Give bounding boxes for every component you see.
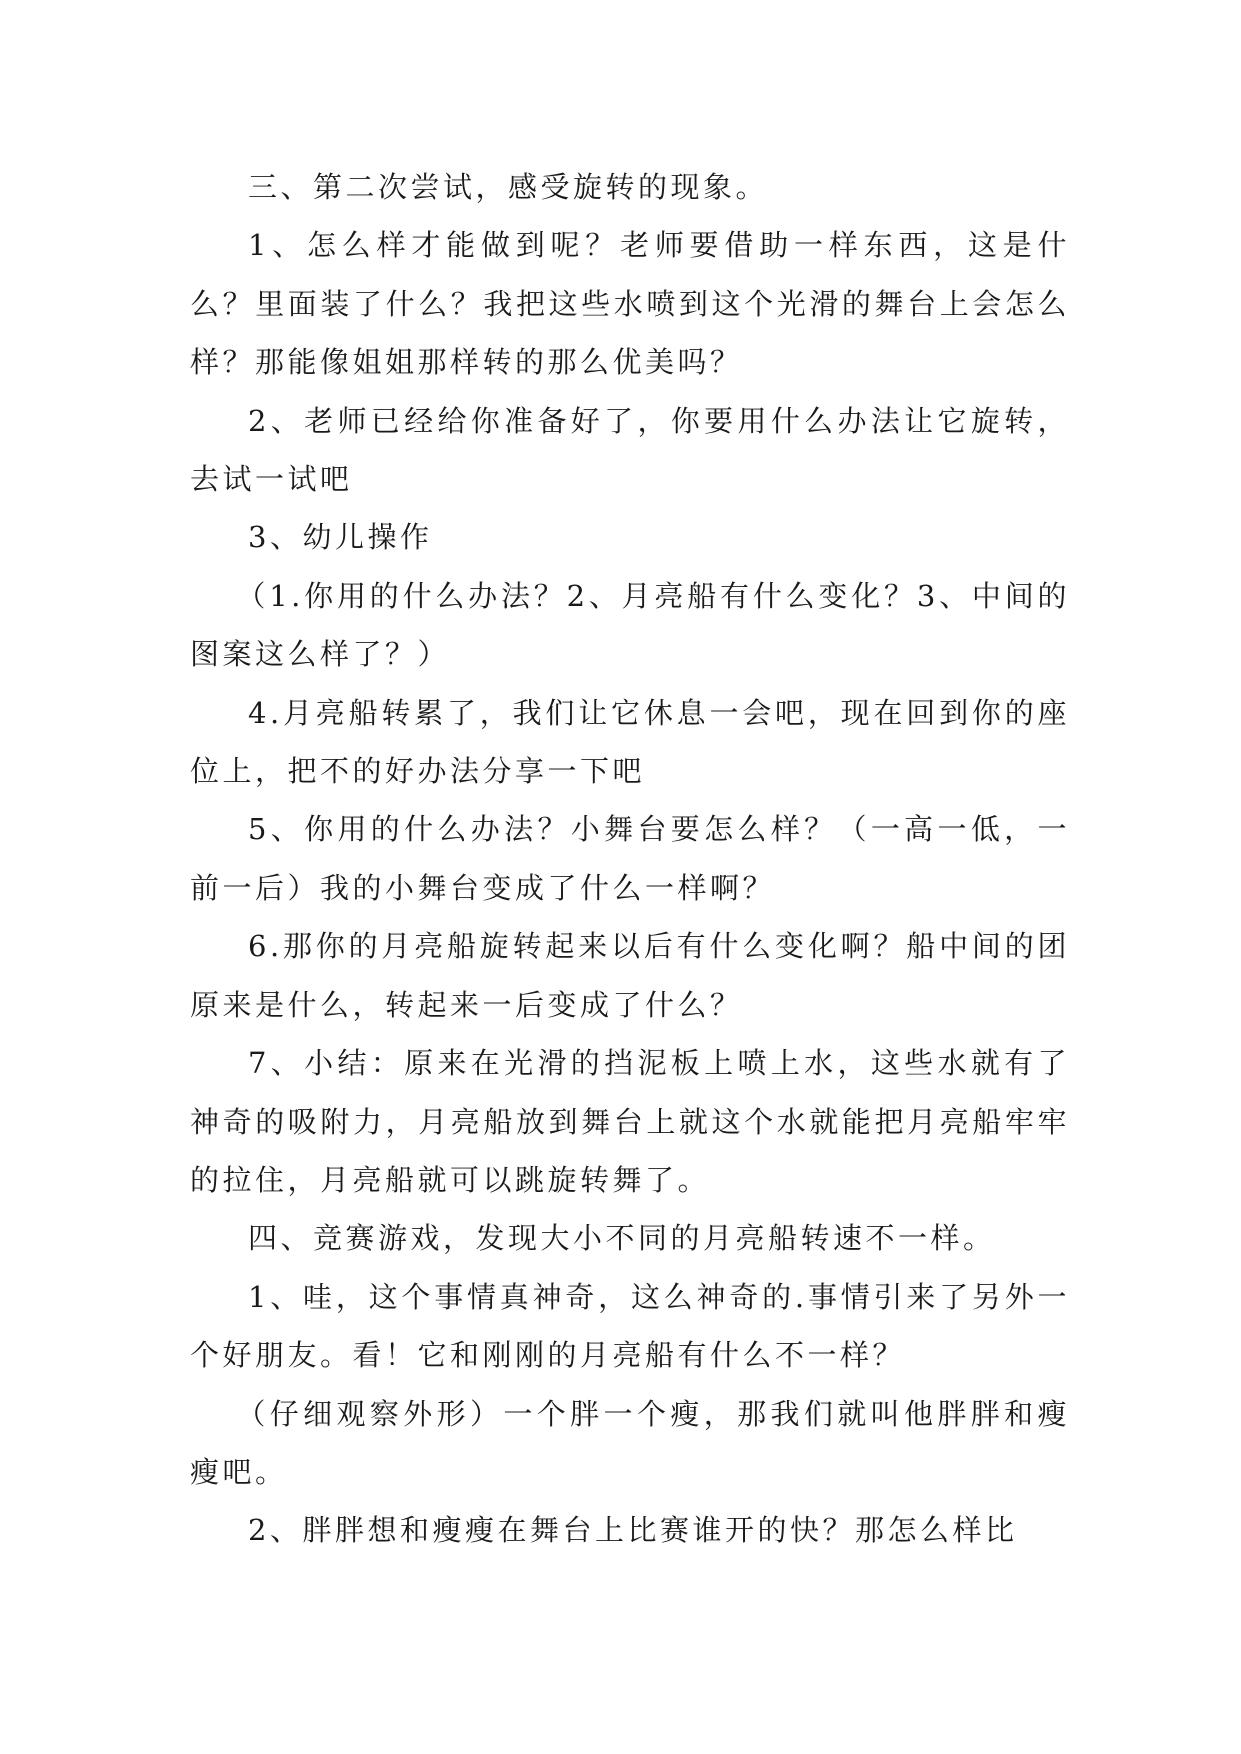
paragraph-section-three-heading: 三、第二次尝试，感受旋转的现象。 bbox=[248, 170, 769, 204]
paragraph-game-step-1: 1、哇，这个事情真神奇，这么神奇的.事情引来了另外一个好朋友。看！它和刚刚的月亮船有什么不一样？ bbox=[190, 1279, 1070, 1373]
paragraph-step-1: 1、怎么样才能做到呢？老师要借助一样东西，这是什么？里面装了什么？我把这些水喷到这个光滑的舞台上会怎么样？那能像姐姐那样转的那么优美吗？ bbox=[190, 228, 1070, 380]
paragraph-summary: 7、小结：原来在光滑的挡泥板上喷上水，这些水就有了神奇的吸附力，月亮船放到舞台上就这个水就能把月亮船牢牢的拉住，月亮船就可以跳旋转舞了。 bbox=[190, 1046, 1070, 1197]
paragraph-step-6: 6.那你的月亮船旋转起来以后有什么变化啊？船中间的团原来是什么，转起来一后变成了什么？ bbox=[190, 929, 1070, 1022]
paragraph-section-four-heading: 四、竞赛游戏，发现大小不同的月亮船转速不一样。 bbox=[248, 1221, 996, 1256]
paragraph-step-2: 2、老师已经给你准备好了，你要用什么办法让它旋转，去试一试吧 bbox=[190, 403, 1070, 497]
paragraph-game-step-2: 2、胖胖想和瘦瘦在舞台上比赛谁开的快？那怎么样比 bbox=[248, 1513, 1018, 1548]
paragraph-observation: （仔细观察外形）一个胖一个瘦，那我们就叫他胖胖和瘦瘦吧。 bbox=[190, 1396, 1070, 1489]
paragraph-step-3: 3、幼儿操作 bbox=[248, 520, 433, 555]
paragraph-questions: （1.你用的什么办法？2、月亮船有什么变化？3、中间的图案这么样了？） bbox=[190, 578, 1070, 672]
paragraph-step-5: 5、你用的什么办法？小舞台要怎么样？（一高一低，一前一后）我的小舞台变成了什么一样啊？ bbox=[190, 812, 1070, 905]
paragraph-step-4: 4.月亮船转累了，我们让它休息一会吧，现在回到你的座位上，把不的好办法分享一下吧 bbox=[190, 695, 1070, 789]
document-body bbox=[190, 158, 1070, 1560]
